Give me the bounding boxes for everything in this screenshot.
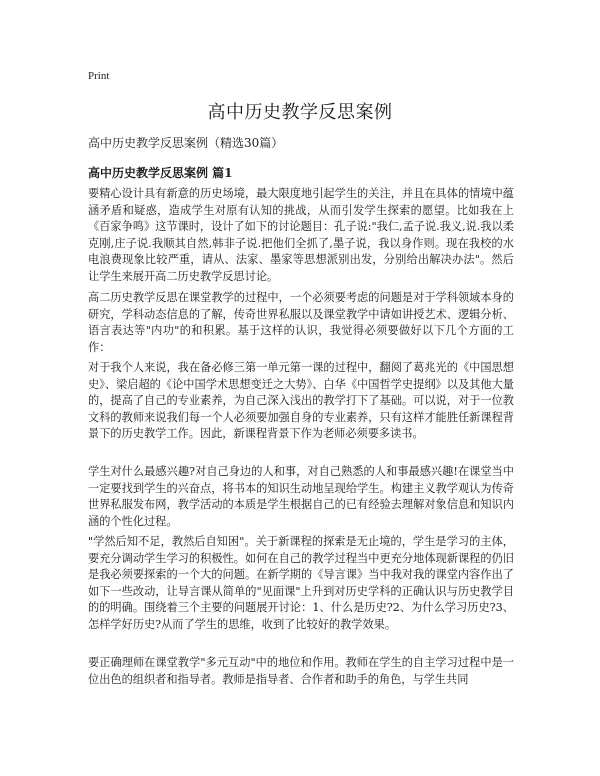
body-paragraph-6: 要正确理师在课堂教学"多元互动"中的地位和作用。教师在学生的自主学习过程中是一位出色的组织者和指导者。教师是指导者、合作者和助手的角色，与学生共同 [88, 656, 514, 686]
body-paragraph-3: 对于我个人来说，我在备必修三第一单元第一课的过程中，翻阅了葛兆光的《中国思想史》、梁启超的《论中国学术思想变迁之大势》、白华《中国哲学史提纲》以及其他大量的，提高了自己的专业素养，为自己深入浅出的教学打下了基础。可以说，对于一位教文科的教师来说我们每一个人必须要加强自身的专业素养，只有这样才能胜任新课程背景下的历史教学工作。因此，新课程背景下作为老师必须要多读书。 [88, 361, 514, 441]
body-paragraph-1: 要精心设计具有新意的历史场境，最大限度地引起学生的关注，并且在具体的情境中蕴涵矛盾和疑惑，造成学生对原有认知的挑战，从而引发学生探索的愿望。比如我在上《百家争鸣》这节课时，设计了如下的讨论题目：孔子说:"我仁,孟子说.我义,说.我以柔克刚,庄子说.我顺其自然,韩非子说.把他们全抓了,墨子说，我以身作则。现在我校的水电浪费现象比较严重，请从、法家、墨家等思想派别出发，分别给出解决办法"。然后让学生来展开高二历史教学反思讨论。 [88, 187, 514, 283]
section-heading: 高中历史教学反思案例 篇1 [88, 166, 233, 180]
body-paragraph-5: "学然后知不足，教然后自知困"。关于新课程的探索是无止境的，学生是学习的主体，要充分调动学生学习的积极性。如何在自己的教学过程当中更充分地体现新课程的仍旧是我必须要探索的一个大的问题。在新学期的《导言课》当中我对我的课堂内容作出了如下一些改动，让导言课从简单的"见面课"上升到对历史学科的正确认识与历史教学目的的明确。围绕着三个主要的问题展开讨论：1、什么是历史?2、为什么学习历史?3、怎样学好历史?从而了学生的思维，收到了比较好的教学效果。 [88, 535, 514, 631]
document-subtitle: 高中历史教学反思案例（精选30篇） [88, 136, 284, 150]
body-paragraph-2: 高二历史教学反思在课堂教学的过程中，一个必须要考虑的问题是对于学科领域本身的研究，学科动态信息的了解，传奇世界私服以及课堂教学中请如讲授艺术、逻辑分析、语言表达等"内功"的和积累。基于这样的认识，我觉得必须要做好以下几个方面的工作： [88, 291, 514, 354]
body-paragraph-4: 学生对什么最感兴趣?对自己身边的人和事，对自己熟悉的人和事最感兴趣!在课堂当中一定要找到学生的兴奋点，将书本的知识生动地呈现给学生。构建主义教学观认为传奇世界私服发布网，教学活动的本质是学生根据自己的已有经验去理解对象信息和知识内涵的个性化过程。 [88, 465, 514, 528]
print-link[interactable]: Print [88, 70, 110, 82]
page-title: 高中历史教学反思案例 [207, 102, 393, 123]
